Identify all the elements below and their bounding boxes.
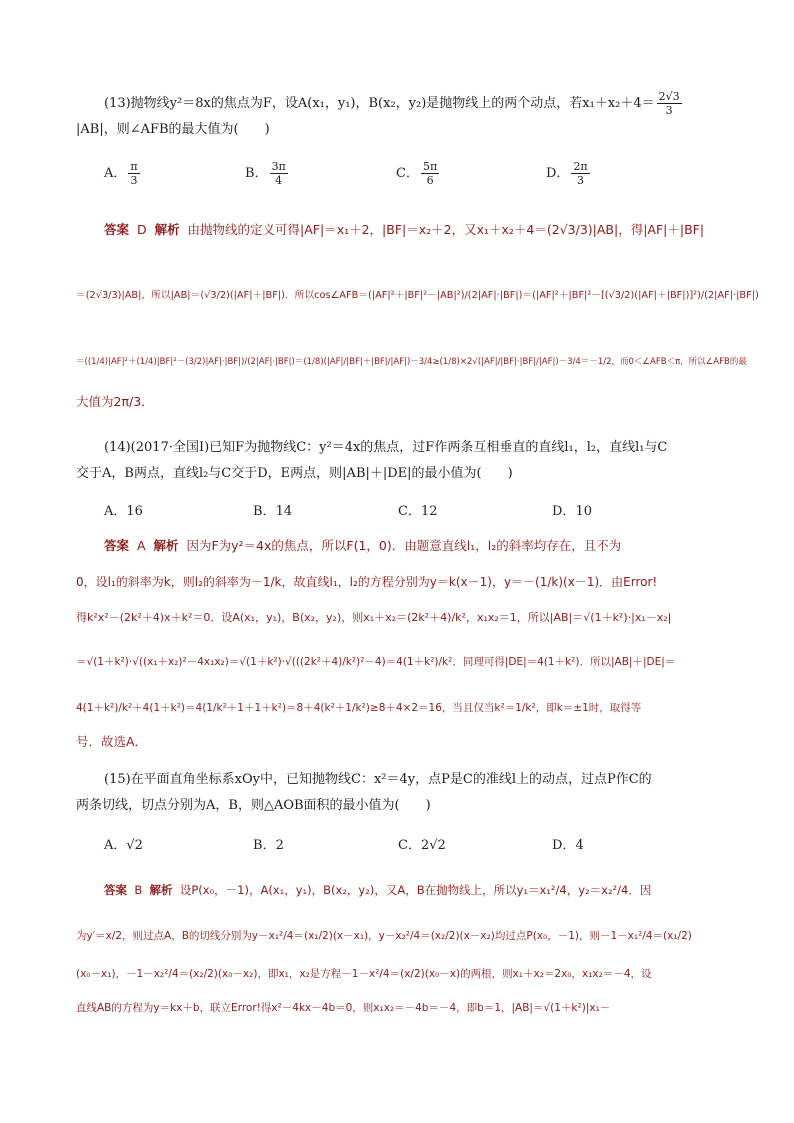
option-letter: A． xyxy=(104,838,127,853)
analysis-text: 设P(x₀，－1)，A(x₁，y₁)，B(x₂，y₂)，又A，B在抛物线上，所以y₁＝x₁²/4，y₂＝x₂²/4．因 xyxy=(179,883,652,897)
q15-analysis-line3: (x₀－x₁)，－1－x₂²/4＝(x₂/2)(x₀－x₂)，即x₁，x₂是方程－1－x²/4＝(x/2)(x₀－x)的两根，则x₁＋x₂＝2x₀，x₁x₂＝－4，设 xyxy=(76,968,652,980)
analysis-label: 解析 xyxy=(149,883,173,897)
q14-analysis-line4: ＝√(1＋k²)·√((x₁＋x₂)²－4x₁x₂)＝√(1＋k²)·√(((2k²＋4)/k²)²－4)＝4(1＋k²)/k²．同理可得|DE|＝4(1＋k²)．所以|AB|＋|DE|＝ xyxy=(76,656,676,668)
q13-option-c xyxy=(396,160,441,187)
q14-analysis-line6: 号．故选A． xyxy=(76,734,148,749)
q15-option-c xyxy=(398,834,446,853)
q14-stem-line2: 交于A，B两点，直线l₂与C交于D，E两点，则|AB|＋|DE|的最小值为( ) xyxy=(76,466,513,481)
option-fraction xyxy=(270,160,288,187)
option-text: √2 xyxy=(126,838,143,853)
q13-stem-fraction xyxy=(657,90,682,117)
q15-stem-line2: 两条切线，切点分别为A，B，则△AOB面积的最小值为( ) xyxy=(76,798,431,813)
analysis-label: 解析 xyxy=(153,538,179,553)
q13-stem-text: (13)抛物线y²＝8x的焦点为F，设A(x₁，y₁)，B(x₂，y₂)是抛物线上的两个动点，若x₁＋x₂＋4＝ xyxy=(104,96,655,111)
q15-option-a xyxy=(104,834,143,853)
q15-option-d xyxy=(552,834,584,853)
option-text: 16 xyxy=(126,504,143,519)
q13-analysis-line4: 大值为2π/3． xyxy=(76,394,154,409)
q14-option-b xyxy=(253,500,292,519)
option-text: 2 xyxy=(275,838,284,853)
q13-option-d xyxy=(546,160,592,187)
analysis-text: 因为F为y²＝4x的焦点，所以F(1，0)．由题意直线l₁，l₂的斜率均存在，且不为 xyxy=(186,538,622,553)
option-letter: D． xyxy=(552,504,576,519)
frac-num: 2π xyxy=(573,160,588,173)
q15-analysis-line4: 直线AB的方程为y＝kx＋b，联立Error!得x²－4kx－4b＝0，则x₁x₂＝－4b＝－4，即b＝1，|AB|＝√(1＋k²)|x₁－ xyxy=(76,1002,611,1014)
q13-stem-line2: |AB|，则∠AFB的最大值为( ) xyxy=(76,122,270,137)
frac-den: 6 xyxy=(426,174,434,187)
q13-option-a xyxy=(104,160,142,187)
q14-option-a xyxy=(104,500,143,519)
option-letter: D． xyxy=(546,166,570,181)
option-text: 4 xyxy=(575,838,584,853)
option-letter: C． xyxy=(398,504,421,519)
analysis-text: 由抛物线的定义可得|AF|＝x₁＋2，|BF|＝x₂＋2，又x₁＋x₂＋4＝(2√3/3)|AB|，得|AF|＋|BF| xyxy=(187,222,705,237)
option-letter: C． xyxy=(398,838,421,853)
answer-label: 答案 xyxy=(104,883,127,897)
option-letter: C． xyxy=(396,166,419,181)
frac-num: 2√3 xyxy=(658,90,680,103)
frac-num: 3π xyxy=(271,160,286,173)
frac-num: π xyxy=(130,160,138,173)
answer-value: B xyxy=(134,883,143,897)
q14-analysis-line2: 0，设l₁的斜率为k，则l₂的斜率为－1/k，故直线l₁，l₂的方程分别为y＝k(x－1)，y＝－(1/k)(x－1)．由Error! xyxy=(76,575,658,589)
option-letter: A． xyxy=(104,166,127,181)
q13-option-b xyxy=(245,160,290,187)
analysis-label: 解析 xyxy=(154,222,180,237)
q15-analysis-line2: 为y′＝x/2，则过点A，B的切线分别为y－x₁²/4＝(x₁/2)(x－x₁)，y－x₂²/4＝(x₂/2)(x－x₂)均过点P(x₀，－1)，则－1－x₁²/4＝(x₁/2) xyxy=(76,930,692,942)
option-text: 10 xyxy=(575,504,592,519)
option-text: 2√2 xyxy=(420,838,446,853)
option-letter: B． xyxy=(253,504,276,519)
answer-label: 答案 xyxy=(104,222,130,237)
q14-option-d xyxy=(552,500,592,519)
frac-den: 3 xyxy=(665,104,673,117)
q14-answer-line xyxy=(104,538,621,554)
option-text: 12 xyxy=(420,504,438,519)
q13-answer-line xyxy=(104,222,704,238)
answer-label: 答案 xyxy=(104,538,130,553)
q15-option-b xyxy=(253,834,284,853)
q13-stem-line1 xyxy=(104,90,684,117)
q14-analysis-line5: 4(1＋k²)/k²＋4(1＋k²)＝4(1/k²＋1＋1＋k²)＝8＋4(k²＋1/k²)≥8＋4×2＝16，当且仅当k²＝1/k²，即k＝±1时，取得等 xyxy=(76,702,642,714)
q15-stem-line1: (15)在平面直角坐标系xOy中，已知抛物线C：x²＝4y，点P是C的准线l上的动点，过点P作C的 xyxy=(104,772,652,787)
q14-stem-line1: (14)(2017·全国Ⅰ)已知F为抛物线C：y²＝4x的焦点，过F作两条互相垂直的直线l₁，l₂，直线l₁与C xyxy=(104,440,668,455)
frac-num: 5π xyxy=(422,160,438,173)
q14-option-c xyxy=(398,500,438,519)
option-text: 14 xyxy=(275,504,293,519)
q13-analysis-line2: ＝(2√3/3)|AB|，所以|AB|＝(√3/2)(|AF|＋|BF|)．所以cos∠AFB＝(|AF|²＋|BF|²－|AB|²)/(2|AF|·|BF|)＝(|AF|²＋|BF|²－[(√3/2)(|AF|＋|BF|)]²)/(2|AF|·|BF|) xyxy=(76,290,759,301)
frac-den: 4 xyxy=(275,174,283,187)
frac-den: 3 xyxy=(130,174,138,187)
option-fraction xyxy=(128,160,139,187)
option-fraction xyxy=(421,160,439,187)
answer-value: D xyxy=(136,222,147,237)
answer-value: A xyxy=(136,538,146,553)
q15-answer-line xyxy=(104,882,651,898)
frac-den: 3 xyxy=(577,174,585,187)
option-letter: B． xyxy=(253,838,276,853)
q13-analysis-line3: ＝((1/4)|AF|²＋(1/4)|BF|²－(3/2)|AF|·|BF|)/(2|AF|·|BF|)＝(1/8)(|AF|/|BF|＋|BF|/|AF|)－3/4≥(1/8)×2√(|AF|/|BF|·|BF|/|AF|)－3/4＝－1/2，而0＜∠AFB＜π，所以∠AFB的最 xyxy=(76,357,747,367)
option-letter: B． xyxy=(245,166,268,181)
option-letter: D． xyxy=(552,838,576,853)
q14-analysis-line3: 得k²x²－(2k²＋4)x＋k²＝0．设A(x₁，y₁)，B(x₂，y₂)，则x₁＋x₂＝(2k²＋4)/k²，x₁x₂＝1，所以|AB|＝√(1＋k²)·|x₁－x₂| xyxy=(76,611,672,624)
option-fraction xyxy=(571,160,589,187)
option-letter: A． xyxy=(104,504,127,519)
